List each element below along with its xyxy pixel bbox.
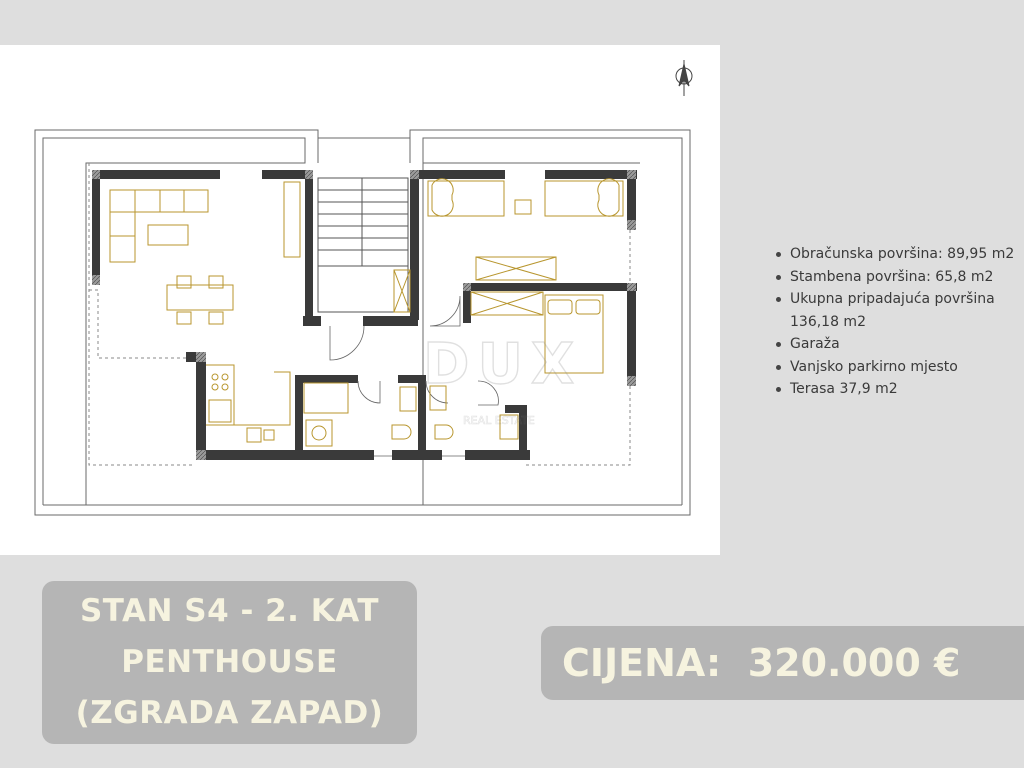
title-line-1: STAN S4 - 2. KAT [79,593,380,629]
compass-north-icon [676,60,692,96]
title-line-2: PENTHOUSE [121,644,338,680]
feature-item: Ukupna pripadajuća površina [775,288,1024,311]
feature-item-continuation: 136,18 m2 [790,313,866,330]
feature-item: Obračunska površina: 89,95 m2 [775,243,1024,266]
feature-item: Terasa 37,9 m2 [775,378,1024,401]
title-panel [42,581,417,744]
watermark-subtext: REAL ESTATE [463,414,535,427]
watermark-text: DUX [423,332,583,397]
terrace-outline [89,163,630,465]
floor-plan [0,45,720,555]
price-text [562,637,960,689]
price-label: CIJENA: [562,641,722,685]
watermark [423,332,582,427]
feature-item: Stambena površina: 65,8 m2 [775,266,1024,289]
price-amount: 320.000 € [747,641,961,685]
title-line-3: (ZGRADA ZAPAD) [75,695,384,731]
price-panel [541,626,1024,700]
feature-list [775,243,1024,401]
feature-item: Garaža [775,333,1024,356]
feature-item: Vanjsko parkirno mjesto [775,356,1024,379]
